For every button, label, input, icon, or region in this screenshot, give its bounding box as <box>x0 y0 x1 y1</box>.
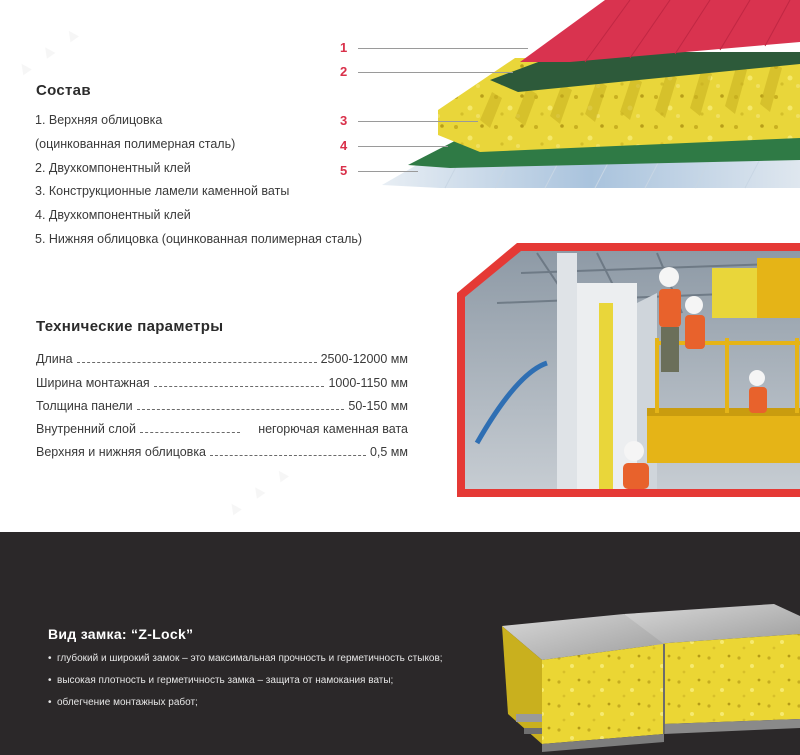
bullet-icon: • <box>48 653 52 664</box>
layer-number-5: 5 <box>340 163 348 178</box>
composition-title: Состав <box>36 82 91 99</box>
dash-leader <box>210 455 366 456</box>
param-label: Верхняя и нижняя облицовка <box>36 445 207 459</box>
layer-number-2: 2 <box>340 64 348 79</box>
dash-leader <box>137 409 345 410</box>
bullet-icon: • <box>48 675 52 686</box>
lock-title: Вид замка: “Z-Lock” <box>48 626 194 642</box>
zlock-panels-illustration <box>494 604 800 755</box>
leader-line <box>358 72 513 73</box>
param-label: Толщина панели <box>36 399 133 413</box>
param-value: 1000-1150 мм <box>328 376 408 390</box>
leader-line <box>358 171 418 172</box>
param-row-length <box>36 348 408 366</box>
param-label: Внутренний слой <box>36 422 136 436</box>
leader-line <box>358 146 448 147</box>
watermark <box>11 19 87 81</box>
composition-item: 3. Конструкционные ламели каменной ваты <box>35 184 290 199</box>
composition-item: 1. Верхняя облицовка <box>35 113 163 127</box>
composition-item: 2. Двухкомпонентный клей <box>35 160 191 175</box>
composition-list <box>35 112 362 255</box>
param-row-core <box>36 418 408 436</box>
bullet-icon: • <box>48 697 52 708</box>
param-value: 0,5 мм <box>369 445 408 459</box>
lock-feature: • облегчение монтажных работ; <box>48 697 198 708</box>
installation-photo <box>457 243 800 497</box>
lock-features-list <box>48 652 443 718</box>
composition-item: 4. Двухкомпонентный клей <box>35 208 191 223</box>
leader-line <box>358 48 528 49</box>
watermark <box>221 459 297 521</box>
param-row-thickness <box>36 395 408 413</box>
layer-number-1: 1 <box>340 40 348 55</box>
dash-leader <box>77 362 317 363</box>
param-value: 50-150 мм <box>348 399 408 413</box>
dash-leader <box>154 386 325 387</box>
param-label: Ширина монтажная <box>36 376 150 390</box>
layer-number-4: 4 <box>340 138 348 153</box>
param-row-facing <box>36 441 408 459</box>
lock-feature: • глубокий и широкий замок – это максимальная прочность и герметичность стыков; <box>48 653 443 664</box>
lock-feature: • высокая плотность и герметичность замка – защита от намокания ваты; <box>48 675 394 686</box>
dash-leader <box>140 432 240 433</box>
param-label: Длина <box>36 352 73 366</box>
composition-item: (оцинкованная полимерная сталь) <box>35 136 236 151</box>
param-row-width <box>36 372 408 390</box>
leader-line <box>358 121 478 122</box>
layer-number-3: 3 <box>340 113 348 128</box>
lock-section <box>0 532 800 755</box>
param-value: негорючая каменная вата <box>258 422 408 436</box>
param-value: 2500-12000 мм <box>320 352 408 366</box>
composition-item: 5. Нижняя облицовка (оцинкованная полимерная сталь) <box>35 231 363 246</box>
panel-layers-illustration <box>330 0 800 200</box>
tech-params-title: Технические параметры <box>36 318 224 335</box>
